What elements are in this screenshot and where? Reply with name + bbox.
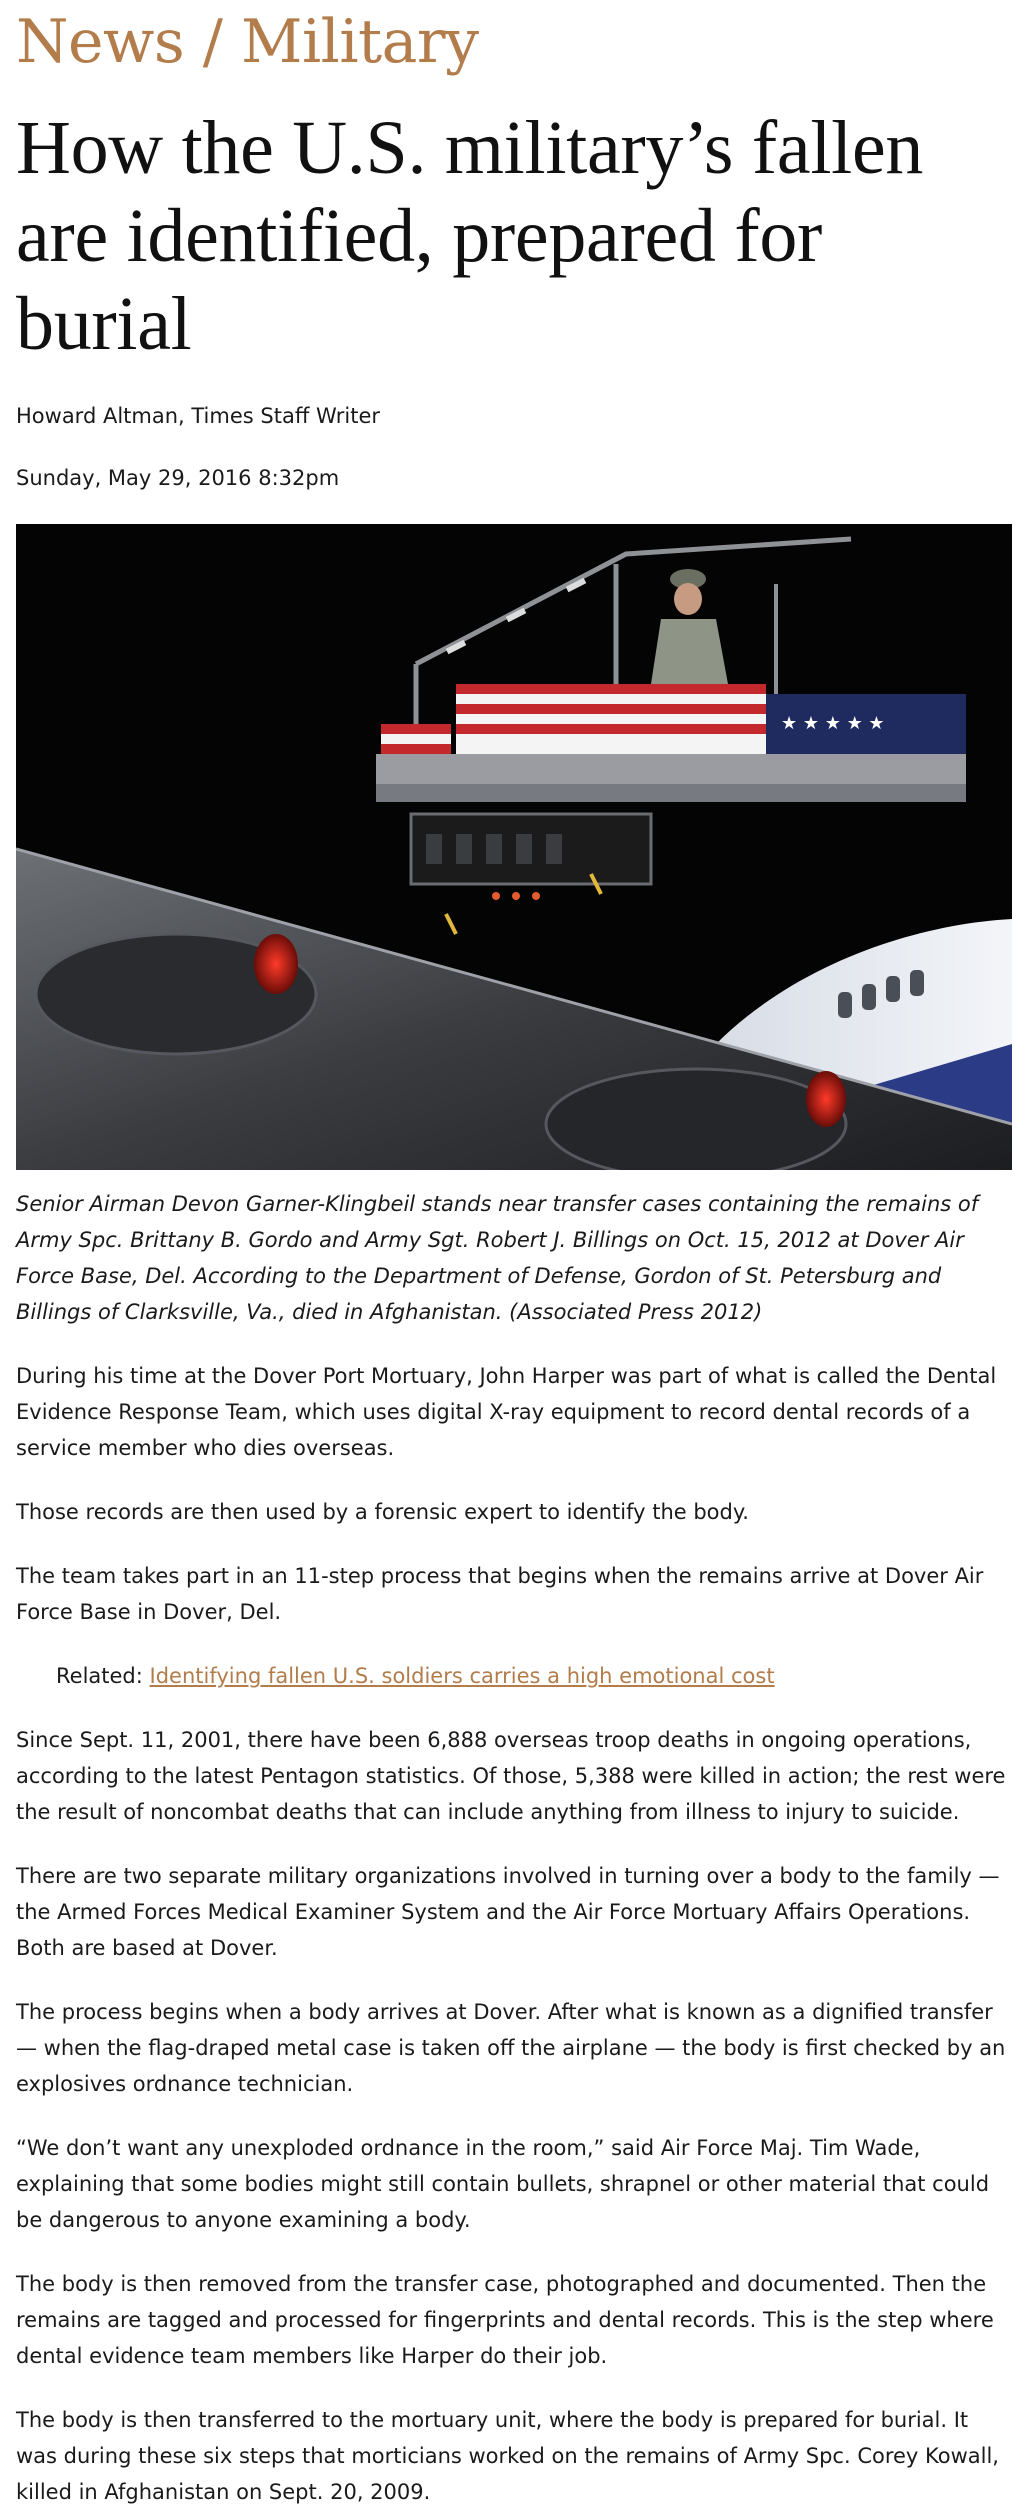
section-breadcrumb[interactable]: News / Military bbox=[16, 7, 479, 77]
article-paragraph: Since Sept. 11, 2001, there have been 6,888 overseas troop deaths in ongoing operations, according to the latest Pentagon statistics. Of those, 5,388 were killed in action; the rest were the result of noncombat deaths that can include anything from illness to injury to suicide. bbox=[16, 1728, 1006, 1824]
article-paragraph: The process begins when a body arrives at Dover. After what is known as a dignified transfer — when the flag-draped metal case is taken off the airplane — the body is first checked by an explosives ordnance technician. bbox=[16, 2000, 1006, 2096]
article-page bbox=[0, 7, 1024, 2510]
article-date: Sunday, May 29, 2016 8:32pm bbox=[16, 466, 340, 490]
article-paragraph: There are two separate military organizations involved in turning over a body to the family — the Armed Forces Medical Examiner System and the Air Force Mortuary Affairs Operations. Both are based at Dover. bbox=[16, 1864, 1000, 1960]
article-paragraph: The body is then removed from the transfer case, photographed and documented. Then the remains are tagged and processed for fingerprints and dental records. This is the step where dental evidence team members like Harper do their job. bbox=[16, 2272, 994, 2368]
related-label: Related: bbox=[56, 1664, 143, 1688]
article-photo bbox=[16, 524, 1012, 1170]
article-byline: Howard Altman, Times Staff Writer bbox=[16, 404, 381, 428]
article-title: How the U.S. military’s fallen are identified, prepared for burial bbox=[16, 106, 924, 366]
photo-caption: Senior Airman Devon Garner-Klingbeil stands near transfer cases containing the remains of Army Spc. Brittany B. Gordo and Army Sgt. Robert J. Billings on Oct. 15, 2012 at Dover Air Force Base, Del. According to the Department of Defense, Gordon of St. Petersburg and Billings of Clarksville, Va., died in Afghanistan. (Associated Press 2012) bbox=[16, 1192, 979, 1324]
svg-text:★ ★ ★ ★ ★: ★ ★ ★ ★ ★ bbox=[781, 713, 885, 734]
article-paragraph: The team takes part in an 11-step process that begins when the remains arrive at Dover Air Force Base in Dover, Del. bbox=[16, 1564, 984, 1624]
article-paragraph: Those records are then used by a forensic expert to identify the body. bbox=[16, 1500, 749, 1524]
related-link-block bbox=[56, 1658, 1008, 1694]
article-paragraph: During his time at the Dover Port Mortuary, John Harper was part of what is called the Dental Evidence Response Team, which uses digital X-ray equipment to record dental records of a service member who dies overseas. bbox=[16, 1364, 997, 1460]
article-paragraph: The body is then transferred to the mortuary unit, where the body is prepared for burial. It was during these six steps that morticians worked on the remains of Army Spc. Corey Kowall, killed in Afghanistan on Sept. 20, 2009. bbox=[16, 2408, 999, 2504]
related-article-link[interactable]: Identifying fallen U.S. soldiers carries a high emotional cost bbox=[149, 1664, 775, 1688]
photo-illustration bbox=[16, 524, 1012, 1170]
article-paragraph: “We don’t want any unexploded ordnance in the room,” said Air Force Maj. Tim Wade, explaining that some bodies might still contain bullets, shrapnel or other material that could be dangerous to anyone examining a body. bbox=[16, 2136, 990, 2232]
